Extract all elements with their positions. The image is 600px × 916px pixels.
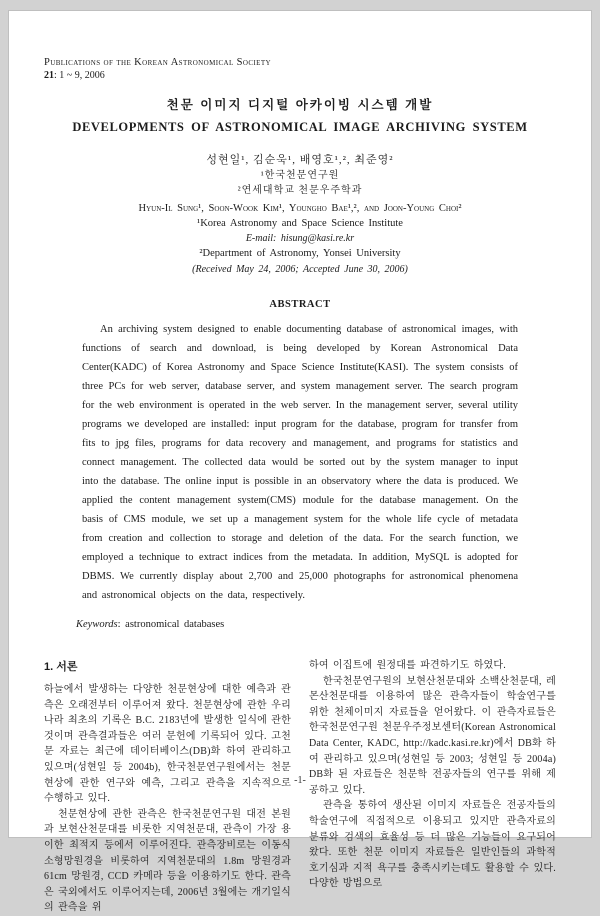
affiliation-english-1: ¹Korea Astronomy and Space Science Institute [197,218,403,229]
journal-header [44,57,556,81]
paragraph: 하늘에서 발생하는 다양한 천문현상에 대한 예측과 관측은 오래전부터 이루어져 왔다. 천문현상에 관한 우리나라 최초의 기록은 B.C. 2183년에 발생한 일식에 관한 것이며 관측결과들은 여러 문헌에 기록되어 있다. 고천문 자료는 최근에 데이터베이스(DB)화 하여 관리하고 있으며(성현일 등 2004b), 한국천문연구원에서는 천문현상에 관한 연구와 예측, 그리고 관측을 지속적으로 수행하고 있다. [44,684,291,805]
journal-issue-pages: : 1 ~ 9, 2006 [54,70,105,81]
journal-volume-line [44,70,556,81]
paper-page [8,10,592,914]
abstract-body [82,320,518,605]
section-1-heading: 1. 서론 [44,661,78,673]
authors-korean: 성현일¹, 김순욱¹, 배영호¹,², 최준영² [206,154,394,166]
journal-volume-number: 21 [44,70,54,81]
affiliation-english-2: ²Department of Astronomy, Yonsei University [199,248,401,259]
authors-block [44,153,556,277]
paper-title-korean: 천문 이미지 디지털 아카이빙 시스템 개발 [166,98,434,112]
abstract-text: An archiving system designed to enable documenting database of astronomical images, with functions of search and download, is being developed by Korean Astronomical Data Center(KADC) of Korea Astronomy and Space Science Institute(KASI). The system consists of three PCs for web server, database server, and system management server. The search program for the web environment is operated in the web server. In the management server, several utility programs we developed are installed: input program for the database, program for transfer from fits to jpg files, programs for data recovery and management, and programs for statistics and connect management. The collected data would be sorted out by the system manager to input into the database. The online input is possible in an observatory where the data is produced. We applied the content management system(CMS) module for the database management. On the basis of CMS module, we set up a management system for the whole life cycle of metadata from creation and collection to storage and deletion of the data. For the search function, we employed a technique to extract indices from the metadata. In addition, MySQL is adopted for DBMS. We currently display about 2,700 and 25,000 photographs for astronomical phenomena and astronomical objects on the data, respectively. [82,324,518,601]
paragraph: 하여 이집트에 원정대를 파견하기도 하였다. [309,660,506,671]
email-line: E-mail: hisung@kasi.re.kr [245,233,355,244]
received-accepted-line: (Received May 24, 2006; Accepted June 30, 2006) [192,264,408,275]
keywords-label: Keywords [76,619,118,630]
keywords-value: : astronomical databases [117,619,225,630]
paragraph: 관측을 통하여 생산된 이미지 자료들은 전공자들의 학술연구에 직접적으로 이용되고 있지만 관측자료의 분류와 검색의 효율성 등 더 많은 기능들이 요구되어 왔다. 또한 천문 이미지 자료들은 일반인들의 과학적 호기심과 지적 욕구를 충족시키는데도 활용할 수 있다. 다양한 방법으로 [309,800,556,890]
journal-name: Publications of the Korean Astronomical Society [44,57,271,68]
page-number: -1- [294,775,306,786]
title-block [44,95,556,135]
paper-title-english: DEVELOPMENTS OF ASTRONOMICAL IMAGE ARCHIVING SYSTEM [72,120,528,134]
abstract-heading: ABSTRACT [269,299,331,310]
paragraph: 천문현상에 관한 관측은 한국천문연구원 대전 본원과 보현산천문대를 비롯한 지역천문대, 관측이 가장 용이한 최적지 등에서 이루어진다. 관측장비로는 이동식 소형망원경을 비롯하여 지역천문대의 1.8m 망원경과 61cm 망원경, CCD 카메라 등을 이용하기도 한다. 관측은 국외에서도 이루어지는데, 2006년 3월에는 개기일식의 관측을 위 [44,808,291,914]
keywords-line [76,619,518,630]
paragraph: 한국천문연구원의 보현산천문대와 소백산천문대, 레몬산천문대를 이용하여 많은 관측자들이 학술연구를 위한 천체이미지 자료들을 얻어왔다. 이 관측자료들은 한국천문연구원 천문우주정보센터(Korean Astronomical Data Center, KADC, http://kadc.kasi.re.kr)에서 DB화 하여 관리하고 있으며(성현일 등 2003; 성현일 등 2004a) DB화 된 자료들은 천문학 전공자들의 연구를 위해 제공하고 있다. [309,675,556,796]
left-column [44,658,291,916]
affiliation-korean-2: ²연세대학교 천문우주학과 [237,185,363,196]
authors-english: Hyun-Il Sung¹, Soon-Wook Kim¹, Youngho Bae¹,², and Joon-Young Choi² [138,203,462,214]
body-columns [44,658,556,916]
right-column [309,658,556,916]
affiliation-korean-1: ¹한국천문연구원 [260,170,340,181]
